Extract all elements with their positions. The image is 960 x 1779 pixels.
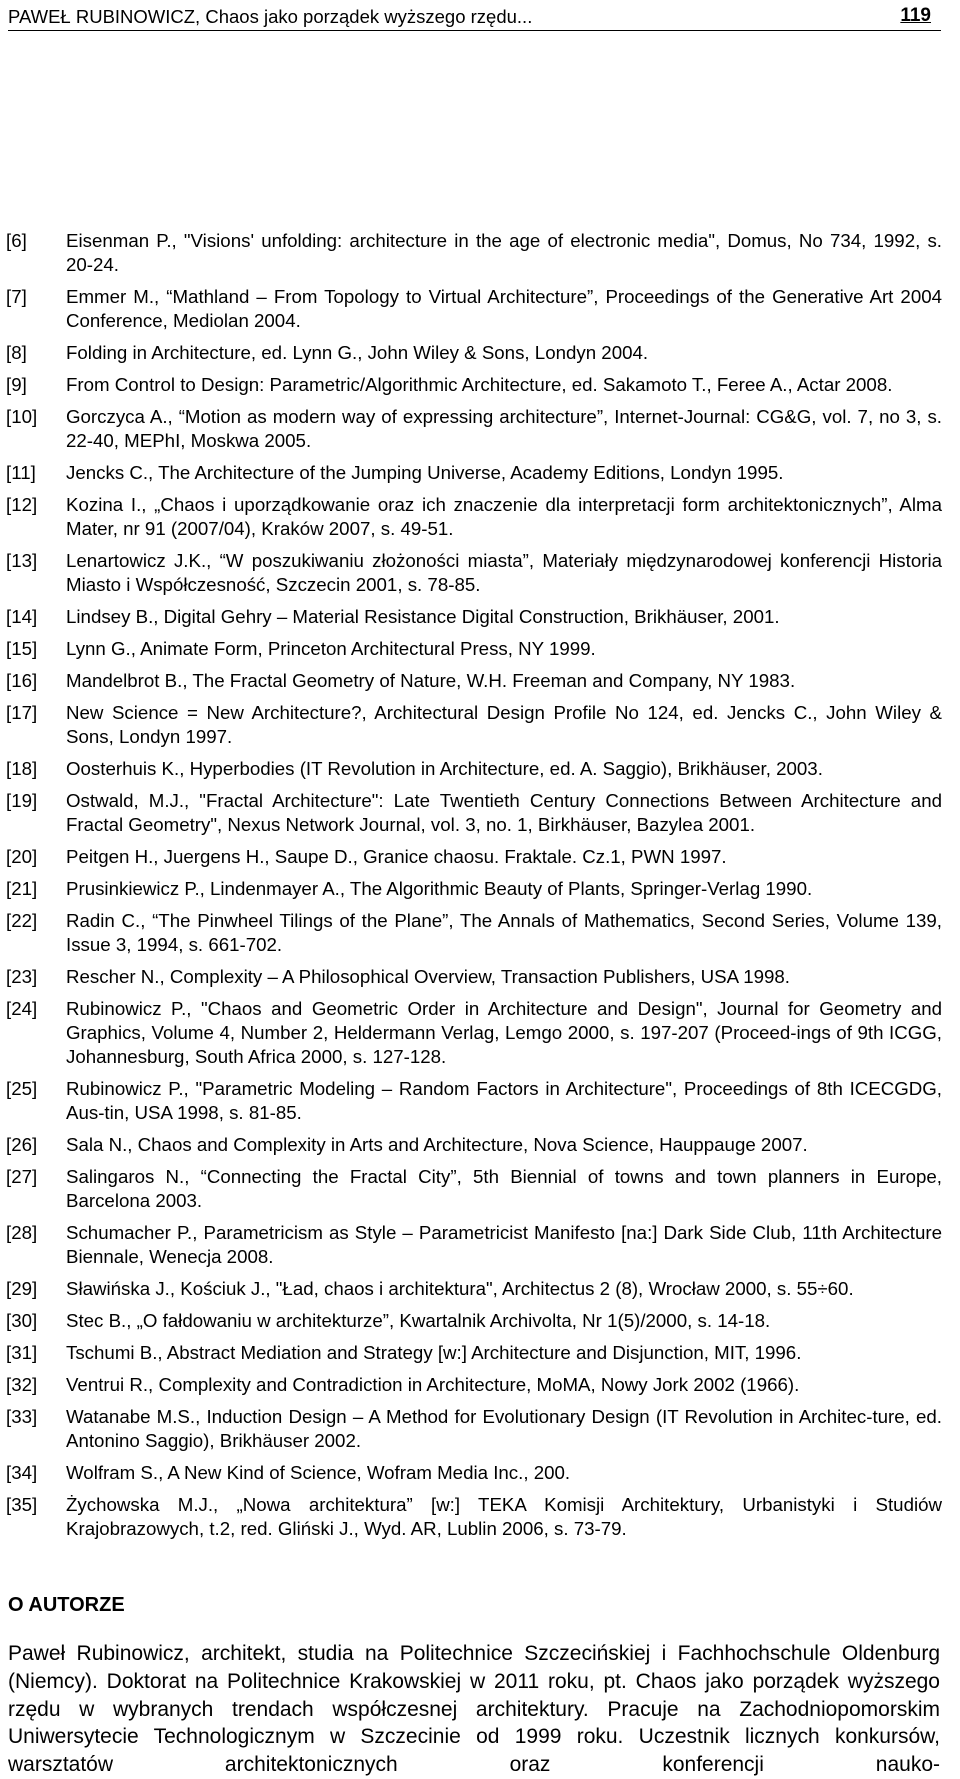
about-author-text: Paweł Rubinowicz, architekt, studia na Politechnice Szczecińskiej i Fachhochschule Oldenburg (Niemcy). Doktorat na Politechnice Krakowskiej w 2011 roku, pt. Chaos jako porządek wyższego rzędu w wybranych trendach współczesnej architektury. Pracuje na Zachodniopomorskim Uniwersytecie Technologicznym w Szczecinie od 1999 roku. Uczestnik licznych konkursów, warsztatów architektonicznych oraz konferencji nauko- (8, 1642, 940, 1777)
reference-text: Emmer M., “Mathland – From Topology to Virtual Architecture”, Proceedings of the Generative Art 2004 Conference, Mediolan 2004. (66, 286, 942, 331)
reference-number: [7] (6, 286, 27, 307)
reference-item (6, 965, 942, 989)
reference-number: [15] (6, 638, 38, 659)
reference-item (6, 461, 942, 485)
reference-item (6, 1493, 942, 1541)
reference-text: Wolfram S., A New Kind of Science, Wofram Media Inc., 200. (66, 1462, 571, 1483)
reference-text: Watanabe M.S., Induction Design – A Method for Evolutionary Design (IT Revolution in Architec-ture, ed. Antonino Saggio), Brikhäuser 2002. (66, 1406, 942, 1451)
reference-item (6, 757, 942, 781)
reference-number: [18] (6, 758, 38, 779)
reference-text: Prusinkiewicz P., Lindenmayer A., The Algorithmic Beauty of Plants, Springer-Verlag 1990. (66, 878, 813, 899)
reference-text: Eisenman P., "Visions' unfolding: architecture in the age of electronic media", Domus, No 734, 1992, s. 20-24. (66, 230, 942, 275)
reference-text: Rubinowicz P., "Parametric Modeling – Random Factors in Architecture", Proceedings of 8th ICECGDG, Aus-tin, USA 1998, s. 81-85. (66, 1078, 942, 1123)
reference-text: Schumacher P., Parametricism as Style – Parametricist Manifesto [na:] Dark Side Club, 11th Architecture Biennale, Wenecja 2008. (66, 1222, 942, 1267)
reference-number: [19] (6, 790, 38, 811)
reference-text: Lenartowicz J.K., “W poszukiwaniu złożoności miasta”, Materiały międzynarodowej konferencji Historia Miasto i Współczesność, Szczecin 2001, s. 78-85. (66, 550, 942, 595)
reference-text: From Control to Design: Parametric/Algorithmic Architecture, ed. Sakamoto T., Feree A., Actar 2008. (66, 374, 893, 395)
reference-item (6, 789, 942, 837)
reference-text: Jencks C., The Architecture of the Jumping Universe, Academy Editions, Londyn 1995. (66, 462, 784, 483)
reference-text: Gorczyca A., “Motion as modern way of expressing architecture”, Internet-Journal: CG&G, vol. 7, no 3, s. 22-40, MEPhI, Moskwa 2005. (66, 406, 942, 451)
reference-text: Folding in Architecture, ed. Lynn G., John Wiley & Sons, Londyn 2004. (66, 342, 649, 363)
reference-text: Salingaros N., “Connecting the Fractal City”, 5th Biennial of towns and town planners in Europe, Barcelona 2003. (66, 1166, 942, 1211)
reference-text: Ventrui R., Complexity and Contradiction in Architecture, MoMA, Nowy Jork 2002 (1966). (66, 1374, 800, 1395)
about-author-heading: O AUTORZE (8, 1594, 125, 1616)
reference-item (6, 493, 942, 541)
reference-item (6, 1077, 942, 1125)
page-number: 119 (900, 5, 931, 26)
reference-number: [21] (6, 878, 38, 899)
reference-number: [28] (6, 1222, 38, 1243)
reference-number: [35] (6, 1494, 38, 1515)
reference-item (6, 1373, 942, 1397)
reference-item (6, 285, 942, 333)
reference-text: Stec B., „O fałdowaniu w architekturze”, Kwartalnik Archivolta, Nr 1(5)/2000, s. 14-18. (66, 1310, 771, 1331)
reference-text: Żychowska M.J., „Nowa architektura” [w:] TEKA Komisji Architektury, Urbanistyki i Studiów Krajobrazowych, t.2, red. Gliński J., Wyd. AR, Lublin 2006, s. 73-79. (66, 1494, 942, 1539)
reference-text: Oosterhuis K., Hyperbodies (IT Revolution in Architecture, ed. A. Saggio), Brikhäuser, 2003. (66, 758, 823, 779)
reference-text: Rescher N., Complexity – A Philosophical Overview, Transaction Publishers, USA 1998. (66, 966, 790, 987)
reference-number: [23] (6, 966, 38, 987)
reference-text: New Science = New Architecture?, Architectural Design Profile No 124, ed. Jencks C., John Wiley & Sons, Londyn 1997. (66, 702, 942, 747)
reference-number: [24] (6, 998, 38, 1019)
reference-item (6, 1277, 942, 1301)
reference-number: [6] (6, 230, 27, 251)
reference-number: [31] (6, 1342, 38, 1363)
reference-item (6, 1165, 942, 1213)
reference-number: [10] (6, 406, 38, 427)
reference-item (6, 877, 942, 901)
reference-text: Mandelbrot B., The Fractal Geometry of Nature, W.H. Freeman and Company, NY 1983. (66, 670, 796, 691)
reference-text: Sławińska J., Kościuk J., "Ład, chaos i architektura", Architectus 2 (8), Wrocław 2000, s. 55÷60. (66, 1278, 854, 1299)
reference-number: [14] (6, 606, 38, 627)
reference-number: [9] (6, 374, 27, 395)
reference-list (6, 229, 942, 1549)
reference-text: Peitgen H., Juergens H., Saupe D., Granice chaosu. Fraktale. Cz.1, PWN 1997. (66, 846, 727, 867)
reference-item (6, 845, 942, 869)
reference-text: Ostwald, M.J., "Fractal Architecture": Late Twentieth Century Connections Between Architecture and Fractal Geometry", Nexus Network Journal, vol. 3, no. 1, Birkhäuser, Bazylea 2001. (66, 790, 942, 835)
reference-item (6, 909, 942, 957)
reference-number: [12] (6, 494, 38, 515)
reference-item (6, 549, 942, 597)
reference-text: Sala N., Chaos and Complexity in Arts and Architecture, Nova Science, Hauppauge 2007. (66, 1134, 808, 1155)
reference-item (6, 1341, 942, 1365)
reference-number: [29] (6, 1278, 38, 1299)
reference-number: [11] (6, 462, 36, 483)
reference-text: Lynn G., Animate Form, Princeton Architectural Press, NY 1999. (66, 638, 596, 659)
reference-number: [34] (6, 1462, 38, 1483)
reference-number: [32] (6, 1374, 38, 1395)
reference-number: [27] (6, 1166, 38, 1187)
reference-item (6, 637, 942, 661)
reference-item (6, 605, 942, 629)
reference-item (6, 1309, 942, 1333)
reference-item (6, 1461, 942, 1485)
reference-number: [8] (6, 342, 27, 363)
reference-item (6, 373, 942, 397)
reference-number: [22] (6, 910, 38, 931)
reference-text: Tschumi B., Abstract Mediation and Strategy [w:] Architecture and Disjunction, MIT, 1996. (66, 1342, 802, 1363)
reference-item (6, 341, 942, 365)
reference-item (6, 669, 942, 693)
reference-number: [26] (6, 1134, 38, 1155)
reference-number: [17] (6, 702, 38, 723)
reference-item (6, 1405, 942, 1453)
reference-item (6, 229, 942, 277)
reference-text: Radin C., “The Pinwheel Tilings of the Plane”, The Annals of Mathematics, Second Series, Volume 139, Issue 3, 1994, s. 661-702. (66, 910, 942, 955)
reference-number: [25] (6, 1078, 38, 1099)
reference-text: Lindsey B., Digital Gehry – Material Resistance Digital Construction, Brikhäuser, 2001. (66, 606, 780, 627)
reference-item (6, 1221, 942, 1269)
reference-item (6, 1133, 942, 1157)
reference-number: [13] (6, 550, 38, 571)
running-header (8, 4, 941, 31)
reference-number: [30] (6, 1310, 38, 1331)
reference-item (6, 701, 942, 749)
reference-number: [20] (6, 846, 38, 867)
reference-number: [16] (6, 670, 38, 691)
reference-text: Kozina I., „Chaos i uporządkowanie oraz ich znaczenie dla interpretacji form architektonicznych”, Alma Mater, nr 91 (2007/04), Kraków 2007, s. 49-51. (66, 494, 942, 539)
reference-number: [33] (6, 1406, 38, 1427)
header-title: PAWEŁ RUBINOWICZ, Chaos jako porządek wyższego rzędu... (8, 6, 533, 27)
reference-item (6, 405, 942, 453)
reference-item (6, 997, 942, 1069)
reference-text: Rubinowicz P., "Chaos and Geometric Order in Architecture and Design", Journal for Geometry and Graphics, Volume 4, Number 2, Heldermann Verlag, Lemgo 2000, s. 197-207 (Proceed-ings of 9th ICGG, Johannesburg, South Africa 2000, s. 127-128. (66, 998, 942, 1067)
